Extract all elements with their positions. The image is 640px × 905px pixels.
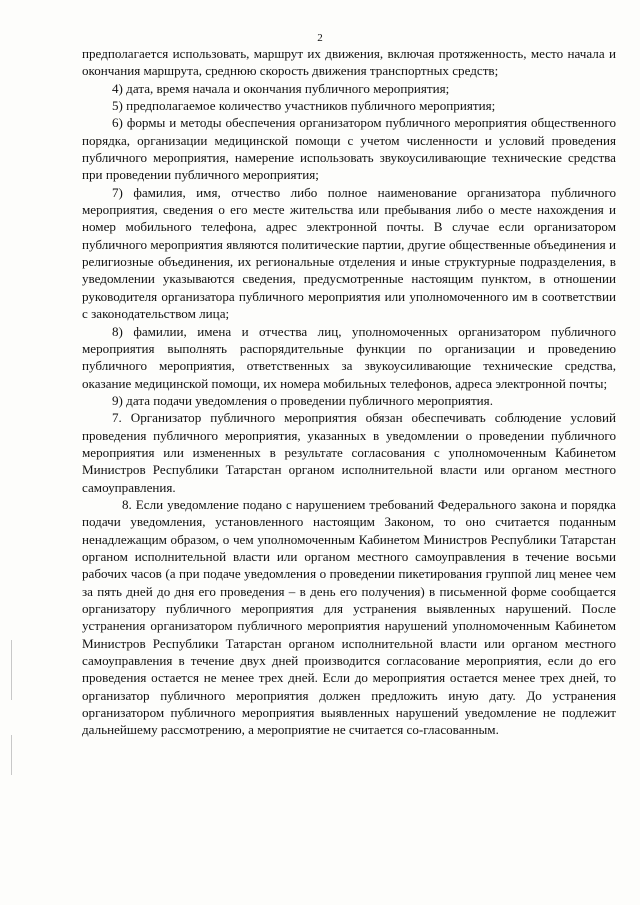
paragraph-item-6: 6) формы и методы обеспечения организатором публичного мероприятия общественного порядка, организации медицинской помощи с учетом численности и условий проведения публичного мероприятия, намерение использовать звукоусиливающие технические средства при проведении публичного мероприятия; (82, 115, 616, 183)
paragraph-continuation: предполагается использовать, маршрут их движения, включая протяженность, место начала и окончания маршрута, среднюю скорость движения транспортных средств; (82, 46, 616, 79)
paragraph-section-7: 7. Организатор публичного мероприятия обязан обеспечивать соблюдение условий проведения публичного мероприятия, указанных в уведомлении о проведении публичного мероприятия или измененных в результате согласования с уполномоченным Кабинетом Министров Республики Татарстан органом исполнительной власти или органом местного самоуправления. (82, 410, 616, 495)
paragraph-item-8: 8) фамилии, имена и отчества лиц, уполномоченных организатором публичного мероприятия выполнять распорядительные функции по организации и проведению публичного мероприятия, ответственных за звукоусиливающие технические средства, оказание медицинской помощи, их номера мобильных телефонов, адреса электронной почты; (82, 323, 616, 391)
paragraph-item-9: 9) дата подачи уведомления о проведении публичного мероприятия. (112, 392, 493, 408)
scan-edge-mark (11, 640, 12, 700)
paragraph-item-4: 4) дата, время начала и окончания публичного мероприятия; (112, 80, 450, 96)
paragraph-item-7: 7) фамилия, имя, отчество либо полное наименование организатора публичного мероприятия, сведения о его месте жительства или пребывания либо о месте нахождения и номер мобильного телефона, адрес электронной почты. В случае если организатором публичного мероприятия являются политические партии, другие общественные объединения и религиозные объединения, их региональные отделения и иные структурные подразделения, в уведомлении указываются сведения, предусмотренные настоящим пунктом, в отношении руководителя организатора публичного мероприятия или уполномоченного им в соответствии с законодательством лица; (82, 184, 616, 322)
page-number: 2 (317, 32, 323, 44)
paragraph-section-8: 8. Если уведомление подано с нарушением требований Федерального закона и порядка подачи уведомления, установленного настоящим Законом, то оно считается поданным ненадлежащим образом, о чем уполномоченным Кабинетом Министров Республики Татарстан органом исполнительной власти или органом местного самоуправления в течение восьми рабочих часов (а при подаче уведомления о проведении пикетирования группой лиц менее чем за пять дней до дня его проведения – в день его получения) в письменной форме сообщается организатору публичного мероприятия для устранения выявленных нарушений. После устранения организатором публичного мероприятия нарушений уполномоченным Кабинетом Министров Республики Татарстан органом исполнительной власти или органом местного самоуправления в течение двух дней производится согласование мероприятия, если до его проведения остается не менее трех дней. Если до мероприятия остается менее трех дней, то организатор публичного мероприятия должен предложить иную дату. До устранения организатором публичного мероприятия выявленных нарушений уведомление не подлежит дальнейшему рассмотрению, а мероприятие не считается со-гласованным. (82, 496, 616, 738)
paragraph-item-5: 5) предполагаемое количество участников публичного мероприятия; (112, 98, 496, 114)
scan-edge-mark (11, 735, 12, 775)
document-body (82, 45, 616, 739)
